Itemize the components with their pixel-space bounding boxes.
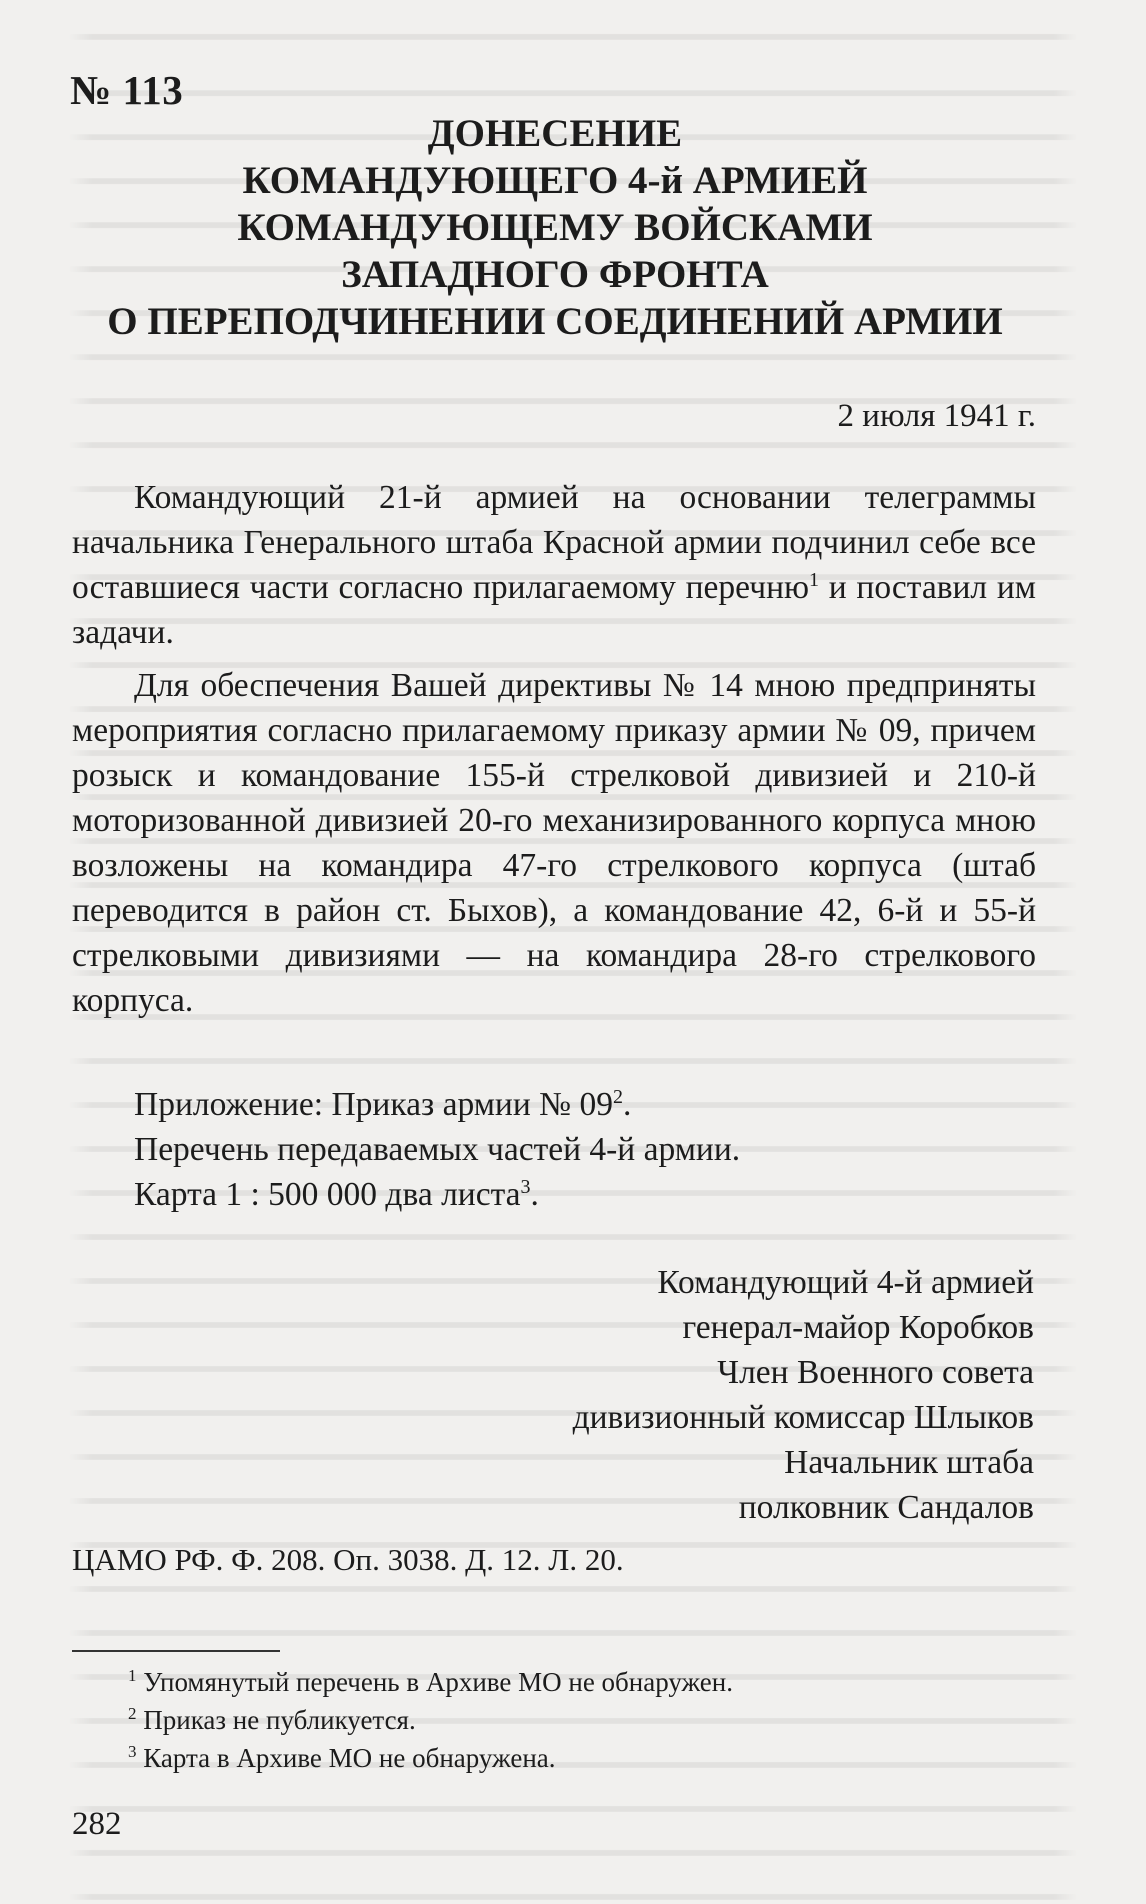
footnotes: [128, 1663, 733, 1777]
signature-line: Командующий 4-й армией: [657, 1264, 1034, 1301]
signature-line: Член Военного совета: [717, 1354, 1034, 1391]
attachment-1-end: .: [622, 1086, 632, 1123]
footnote-item: [128, 1701, 733, 1739]
title-line: ДОНЕСЕНИЕ: [427, 112, 683, 155]
paragraph-1-text: Командующий 21-й армией на основании телеграммы начальника Генерального штаба Красной армии подчинил себе все оставшиеся части согласно прилагаемому перечню: [72, 479, 1036, 606]
page-number: 282: [72, 1806, 122, 1842]
title-line: О ПЕРЕПОДЧИНЕНИИ СОЕДИНЕНИЙ АРМИИ: [107, 300, 1003, 343]
attachment-1-text: Приложение: Приказ армии № 09: [134, 1086, 613, 1123]
document-body: [72, 475, 1036, 1031]
paragraph-2: Для обеспечения Вашей директивы № 14 мною предприняты мероприятия согласно прилагаемому приказу армии № 09, причем розыск и командование 155-й стрелковой дивизией и 210-й моторизованной дивизией 20-го механизированного корпуса мною возложены на командира 47-го стрелкового корпуса (штаб переводится в район ст. Быхов), а командование 42, 6-й и 55-й стрелковыми дивизиями — на командира 28-го стрелкового корпуса.: [72, 667, 1036, 1019]
document-number: № 113: [70, 67, 184, 113]
signature-line: Начальник штаба: [784, 1444, 1034, 1481]
signature-line: дивизионный комиссар Шлыков: [572, 1399, 1034, 1436]
signature-line: генерал-майор Коробков: [682, 1309, 1034, 1346]
footnote-mark: 1: [128, 1666, 137, 1685]
attachment-line-1: [72, 1082, 1032, 1127]
title-line: КОМАНДУЮЩЕМУ ВОЙСКАМИ: [237, 206, 873, 249]
attachment-line-2: Перечень передаваемых частей 4-й армии.: [134, 1131, 741, 1168]
signature-line: полковник Сандалов: [738, 1489, 1034, 1526]
footnote-item: [128, 1739, 733, 1777]
footnote-ref-3: 3: [520, 1175, 531, 1198]
footnote-mark: 3: [128, 1742, 137, 1761]
attachment-3-text: Карта 1 : 500 000 два листа: [134, 1176, 521, 1213]
footnote-text: Упомянутый перечень в Архиве МО не обнаружен.: [136, 1667, 733, 1697]
archive-reference: ЦАМО РФ. Ф. 208. Оп. 3038. Д. 12. Л. 20.: [72, 1542, 624, 1577]
footnote-text: Карта в Архиве МО не обнаружена.: [136, 1743, 556, 1773]
paragraph-1: [72, 475, 1036, 655]
footnote-ref-1: 1: [809, 568, 820, 591]
footnote-text: Приказ не публикуется.: [136, 1705, 416, 1735]
attachment-line-3: [72, 1172, 1032, 1217]
footnote-mark: 2: [128, 1704, 137, 1723]
footnote-ref-2: 2: [612, 1085, 623, 1108]
document-title: [70, 110, 1040, 345]
footnote-divider: [72, 1650, 280, 1652]
document-date: 2 июля 1941 г.: [837, 398, 1036, 434]
paragraph-1-tail: и поставил им задачи.: [72, 569, 1036, 651]
title-line: ЗАПАДНОГО ФРОНТА: [341, 253, 769, 296]
attachment-3-end: .: [530, 1176, 539, 1213]
title-line: КОМАНДУЮЩЕГО 4-й АРМИЕЙ: [242, 159, 868, 202]
attachments-block: [72, 1082, 1032, 1217]
signature-block: [573, 1260, 1034, 1530]
footnote-item: [128, 1663, 733, 1701]
